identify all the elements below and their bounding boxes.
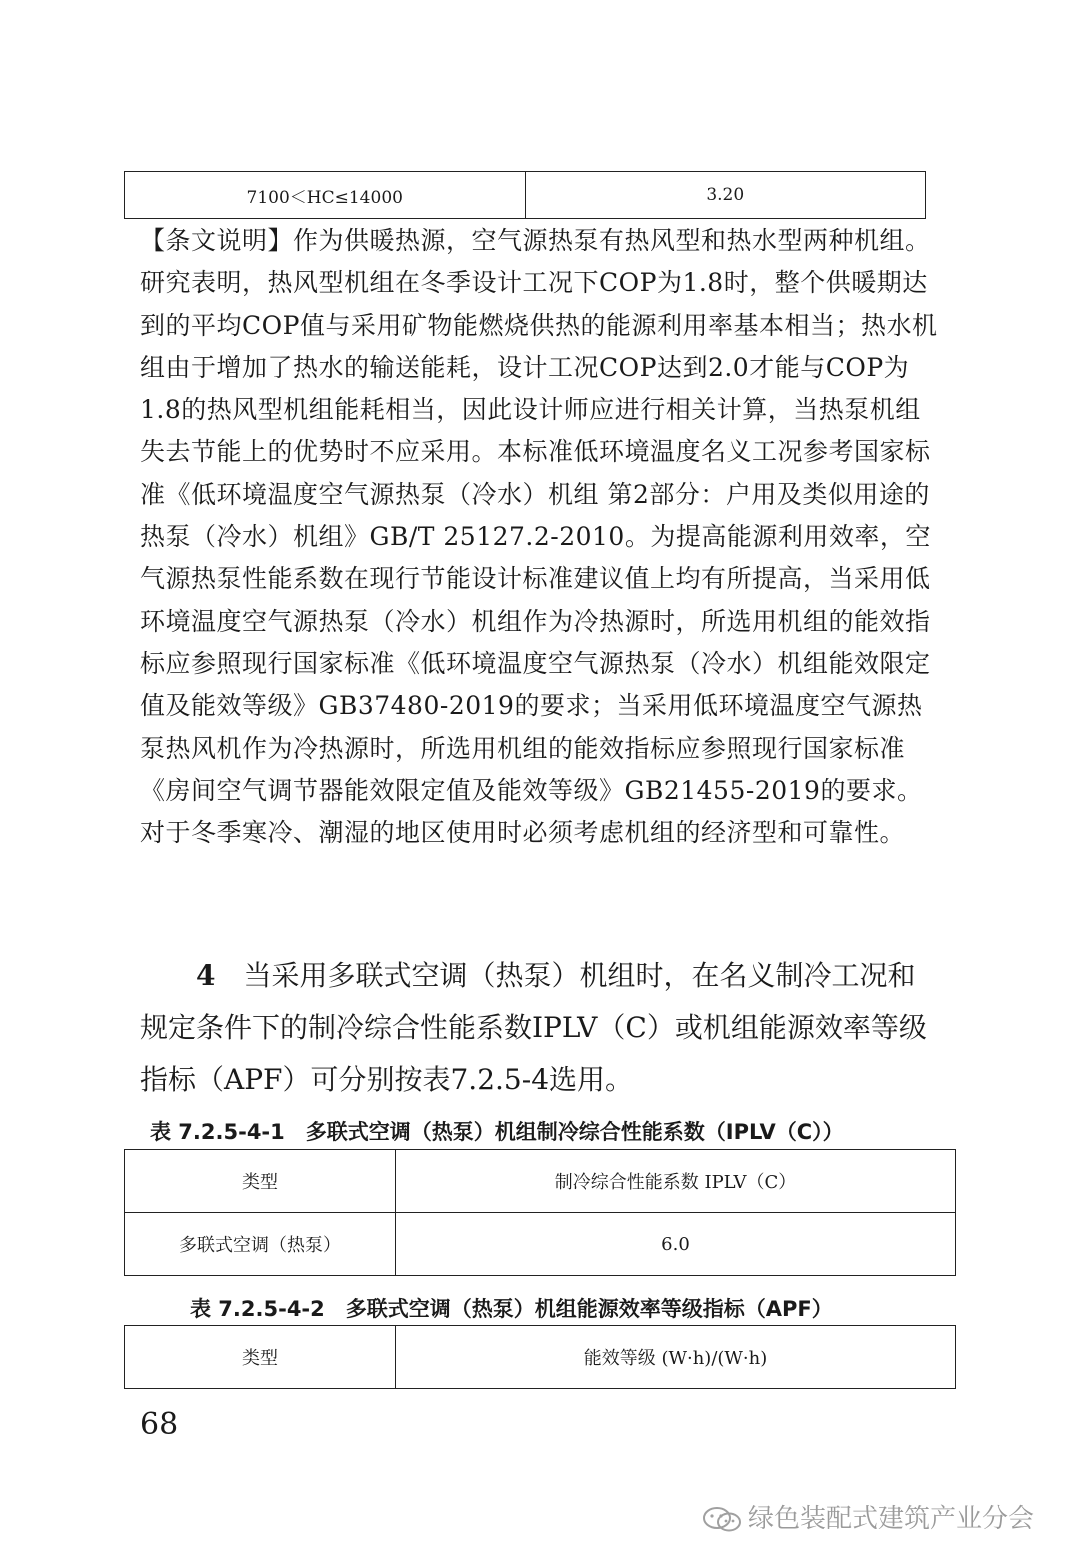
table-header-row [125, 1326, 956, 1389]
table-row [125, 1213, 956, 1276]
watermark [702, 1498, 1034, 1535]
iplv-table [124, 1149, 956, 1276]
apf-table [124, 1325, 956, 1389]
watermark-text: 绿色装配式建筑产业分会 [748, 1504, 1035, 1534]
clause-explanation [140, 220, 940, 854]
hc-range-cell: 7100＜HC≤14000 [125, 172, 526, 219]
clause-explanation-lead: 【条文说明】 [140, 226, 294, 255]
header-efficiency-level: 能效等级 (W·h)/(W·h) [396, 1326, 956, 1389]
item-4-text: 当采用多联式空调（热泵）机组时，在名义制冷工况和规定条件下的制冷综合性能系数IPLV（C）或机组能源效率等级指标（APF）可分别按表7.2.5-4选用。 [140, 959, 927, 1096]
header-type: 类型 [125, 1326, 396, 1389]
row-type: 多联式空调（热泵） [125, 1213, 396, 1276]
table-row [125, 172, 926, 219]
page-number: 68 [140, 1407, 179, 1442]
header-iplv: 制冷综合性能系数 IPLV（C） [396, 1150, 956, 1213]
header-type: 类型 [125, 1150, 396, 1213]
table-header-row [125, 1150, 956, 1213]
row-iplv-value: 6.0 [396, 1213, 956, 1276]
top-table-fragment [124, 171, 926, 219]
item-4-paragraph [140, 950, 940, 1106]
value-cell: 3.20 [525, 172, 926, 219]
item-number: 4 [196, 959, 216, 992]
table-2-caption: 表 7.2.5-4-2 多联式空调（热泵）机组能源效率等级指标（APF） [190, 1297, 833, 1321]
clause-explanation-text: 作为供暖热源，空气源热泵有热风型和热水型两种机组。研究表明，热风型机组在冬季设计工况下COP为1.8时，整个供暖期达到的平均COP值与采用矿物能燃烧供热的能源利用率基本相当；热水机组由于增加了热水的输送能耗，设计工况COP达到2.0才能与COP为1.8的热风型机组能耗相当，因此设计师应进行相关计算，当热泵机组失去节能上的优势时不应采用。本标准低环境温度名义工况参考国家标准《低环境温度空气源热泵（冷水）机组 第2部分：户用及类似用途的热泵（冷水）机组》GB/T 25127.2-2010。为提高能源利用效率，空气源热泵性能系数在现行节能设计标准建议值上均有所提高，当采用低环境温度空气源热泵（冷水）机组作为冷热源时，所选用机组的能效指标应参照现行国家标准《低环境温度空气源热泵（冷水）机组能效限定值及能效等级》GB37480-2019的要求；当采用低环境温度空气源热泵热风机作为冷热源时，所选用机组的能效指标应参照现行国家标准《房间空气调节器能效限定值及能效等级》GB21455-2019的要求。对于冬季寒冷、潮湿的地区使用时必须考虑机组的经济型和可靠性。 [140, 226, 938, 848]
table-1-caption: 表 7.2.5-4-1 多联式空调（热泵）机组制冷综合性能系数（IPLV（C）） [150, 1120, 844, 1144]
wechat-icon [702, 1506, 744, 1534]
